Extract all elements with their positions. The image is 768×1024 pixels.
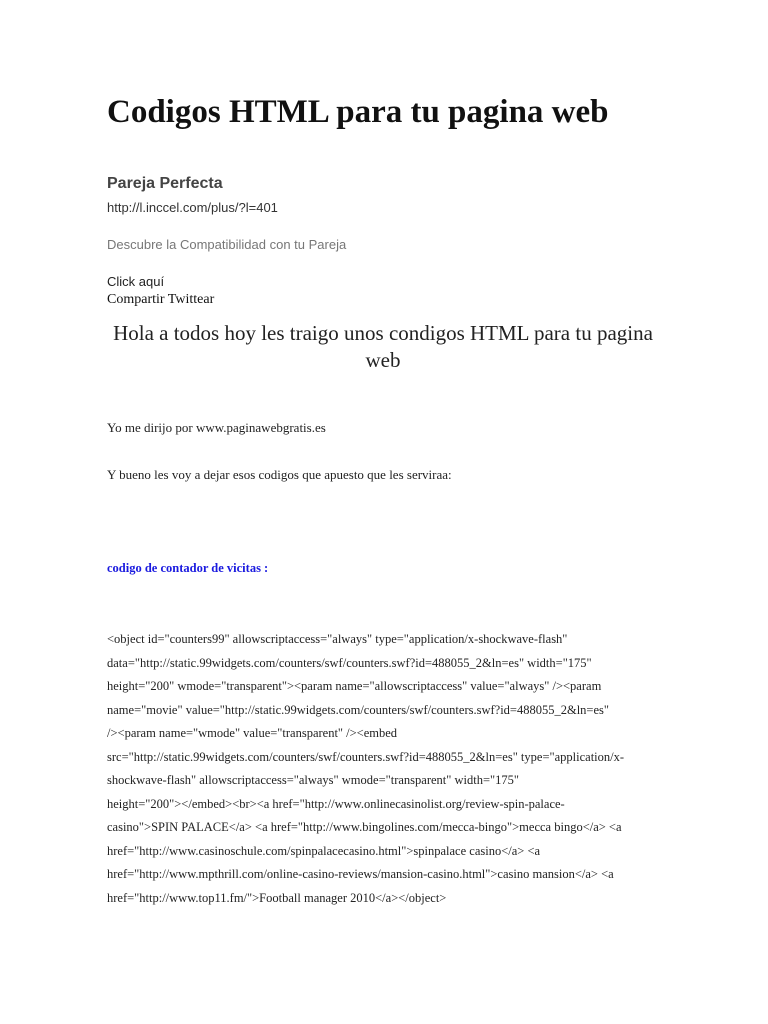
article-subtitle: Hola a todos hoy les traigo unos condigos HTML para tu pagina web: [113, 321, 653, 372]
page-title: Codigos HTML para tu pagina web: [107, 94, 609, 130]
code-line: casino">SPIN PALACE</a> <a href="http://www.bingolines.com/mecca-bingo">mecca bingo</a> <a: [107, 820, 622, 834]
code-line: <object id="counters99" allowscriptaccess="always" type="application/x-shockwave-flash": [107, 632, 568, 646]
share-row: [107, 291, 214, 309]
compartir-link[interactable]: Compartir: [107, 292, 165, 307]
code-line: height="200" wmode="transparent"><param name="allowscriptaccess" value="always" /><param: [107, 679, 602, 693]
ad-description: Descubre la Compatibilidad con tu Pareja: [107, 237, 347, 252]
codes-intro-paragraph: Y bueno les voy a dejar esos codigos que apuesto que les serviraa:: [107, 467, 452, 482]
code-line: src="http://static.99widgets.com/counters/swf/counters.swf?id=488055_2&ln=es" type="application/x-: [107, 749, 625, 764]
code-line: shockwave-flash" allowscriptaccess="always" wmode="transparent" width="175": [107, 773, 519, 787]
code-line: href="http://www.casinoschule.com/spinpalacecasino.html">spinpalace casino</a> <a: [107, 843, 541, 858]
code-line: href="http://www.mpthrill.com/online-casino-reviews/mansion-casino.html">casino mansion</a> <a: [107, 867, 614, 881]
code-line: /><param name="wmode" value="transparent" /><embed: [107, 726, 398, 740]
counter-code-label: codigo de contador de vicitas :: [107, 561, 269, 575]
intro-paragraph: Yo me dirijo por www.paginawebgratis.es: [107, 420, 326, 435]
code-line: href="http://www.top11.fm/">Football manager 2010</a></object>: [107, 890, 447, 905]
code-line: height="200"></embed><br><a href="http://www.onlinecasinolist.org/review-spin-palace-: [107, 796, 565, 811]
ad-url-link[interactable]: http://l.inccel.com/plus/?l=401: [107, 200, 278, 215]
twittear-link[interactable]: Twittear: [167, 292, 215, 307]
code-line: data="http://static.99widgets.com/counters/swf/counters.swf?id=488055_2&ln=es" width="175": [107, 655, 592, 670]
counter-code-block: [107, 628, 667, 910]
click-here-link[interactable]: Click aquí: [107, 274, 165, 289]
ad-heading-link[interactable]: Pareja Perfecta: [107, 175, 223, 192]
code-line: name="movie" value="http://static.99widgets.com/counters/swf/counters.swf?id=488055_2&ln=es": [107, 702, 609, 717]
